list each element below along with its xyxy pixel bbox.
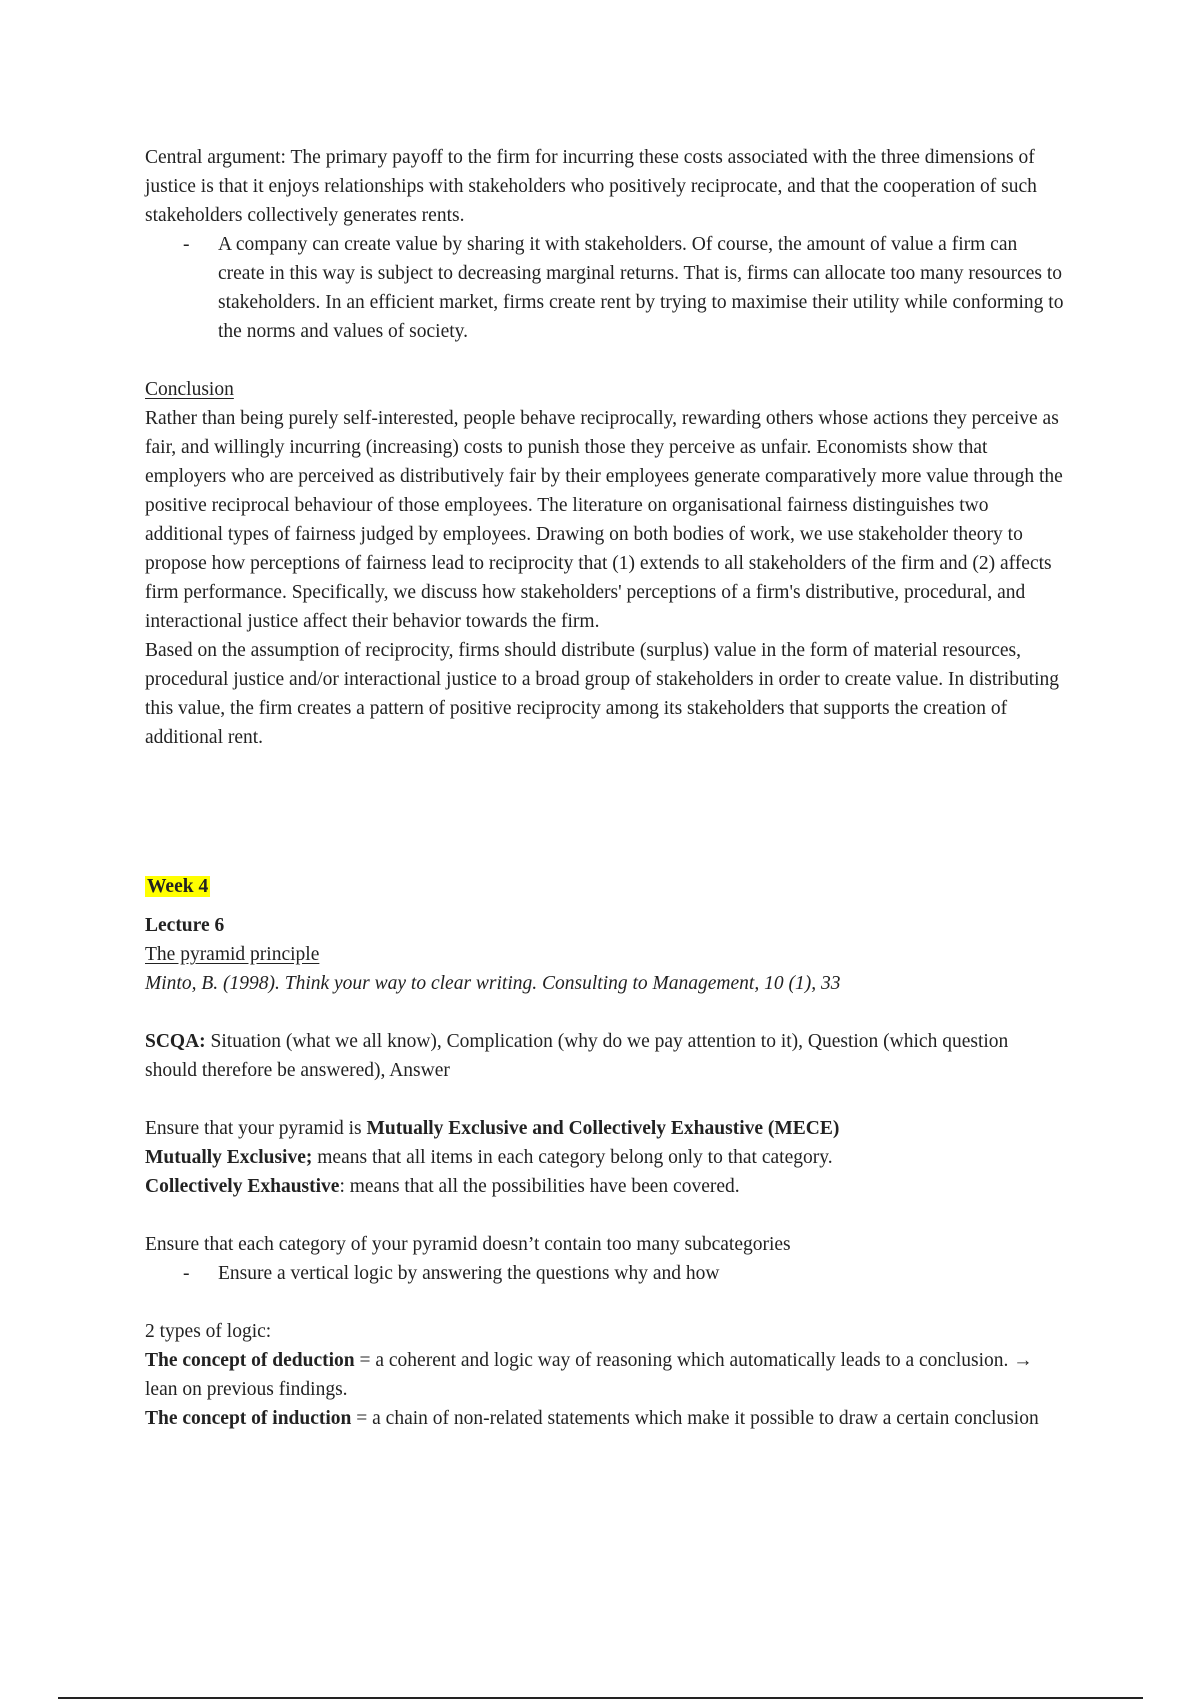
mece-ce-term: Collectively Exhaustive xyxy=(145,1176,340,1197)
central-argument: Central argument: The primary payoff to the firm for incurring these costs associated with the three dimensions of justice is that it enjoys relationships with stakeholders who positively reciprocate, and that the cooperation of such stakeholders collectively generates rents. xyxy=(145,147,1037,226)
scqa-term: SCQA: xyxy=(145,1031,206,1052)
bullet-dash: - xyxy=(183,1263,190,1284)
deduction-paragraph xyxy=(145,1346,1065,1404)
induction-text: = a chain of non-related statements which make it possible to draw a certain conclusion xyxy=(351,1408,1039,1429)
document-page xyxy=(145,143,1065,1433)
bullet-item xyxy=(145,230,1065,346)
topic-title: The pyramid principle xyxy=(145,944,320,965)
mece-intro-bold: Mutually Exclusive and Collectively Exhaustive (MECE) xyxy=(366,1118,840,1139)
bullet-text: Ensure a vertical logic by answering the questions why and how xyxy=(218,1263,720,1284)
deduction-term: The concept of deduction xyxy=(145,1350,355,1371)
scqa-text: Situation (what we all know), Complication (why do we pay attention to it), Question (which question should therefore be answered), Answer xyxy=(145,1031,1009,1081)
bullet-item xyxy=(145,1259,1065,1288)
page-bottom-rule xyxy=(58,1697,1143,1699)
mece-ce xyxy=(145,1172,1065,1201)
deduction-text: = a coherent and logic way of reasoning which automatically leads to a conclusion. → lean on previous findings. xyxy=(145,1350,1033,1400)
scqa-paragraph xyxy=(145,1027,1065,1085)
mece-intro xyxy=(145,1114,1065,1143)
induction-paragraph xyxy=(145,1404,1065,1433)
bullet-dash: - xyxy=(183,234,190,255)
logic-intro: 2 types of logic: xyxy=(145,1321,272,1342)
mece-me-term: Mutually Exclusive; xyxy=(145,1147,313,1168)
citation: Minto, B. (1998). Think your way to clear writing. Consulting to Management, 10 (1), 33 xyxy=(145,973,841,994)
mece-ce-text: : means that all the possibilities have been covered. xyxy=(339,1176,740,1197)
lecture-title: Lecture 6 xyxy=(145,915,225,936)
induction-term: The concept of induction xyxy=(145,1408,352,1429)
conclusion-paragraph-1: Rather than being purely self-interested, people behave reciprocally, rewarding others whose actions they perceive as fair, and willingly incurring (increasing) costs to punish those they perceive as unfair. Economists show that employers who are perceived as distributively fair by their employees generate comparatively more value through the positive reciprocal behaviour of those employees. The literature on organisational fairness distinguishes two additional types of fairness judged by employees. Drawing on both bodies of work, we use stakeholder theory to propose how perceptions of fairness lead to reciprocity that (1) extends to all stakeholders of the firm and (2) affects firm performance. Specifically, we discuss how stakeholders' perceptions of a firm's distributive, procedural, and interactional justice affect their behavior towards the firm. xyxy=(145,408,1063,632)
mece-me xyxy=(145,1143,1065,1172)
mece-me-text: means that all items in each category belong only to that category. xyxy=(312,1147,833,1168)
bullet-text: A company can create value by sharing it with stakeholders. Of course, the amount of value a firm can create in this way is subject to decreasing marginal returns. That is, firms can allocate too many resources to stakeholders. In an efficient market, firms create rent by trying to maximise their utility while conforming to the norms and values of society. xyxy=(218,234,1064,342)
week-label: Week 4 xyxy=(147,876,209,897)
categories-text: Ensure that each category of your pyramid doesn’t contain too many subcategories xyxy=(145,1234,791,1255)
mece-intro-text: Ensure that your pyramid is xyxy=(145,1118,367,1139)
conclusion-paragraph-2: Based on the assumption of reciprocity, firms should distribute (surplus) value in the form of material resources, procedural justice and/or interactional justice to a broad group of stakeholders in order to create value. In distributing this value, the firm creates a pattern of positive reciprocity among its stakeholders that supports the creation of additional rent. xyxy=(145,640,1060,748)
conclusion-heading: Conclusion xyxy=(145,379,234,400)
